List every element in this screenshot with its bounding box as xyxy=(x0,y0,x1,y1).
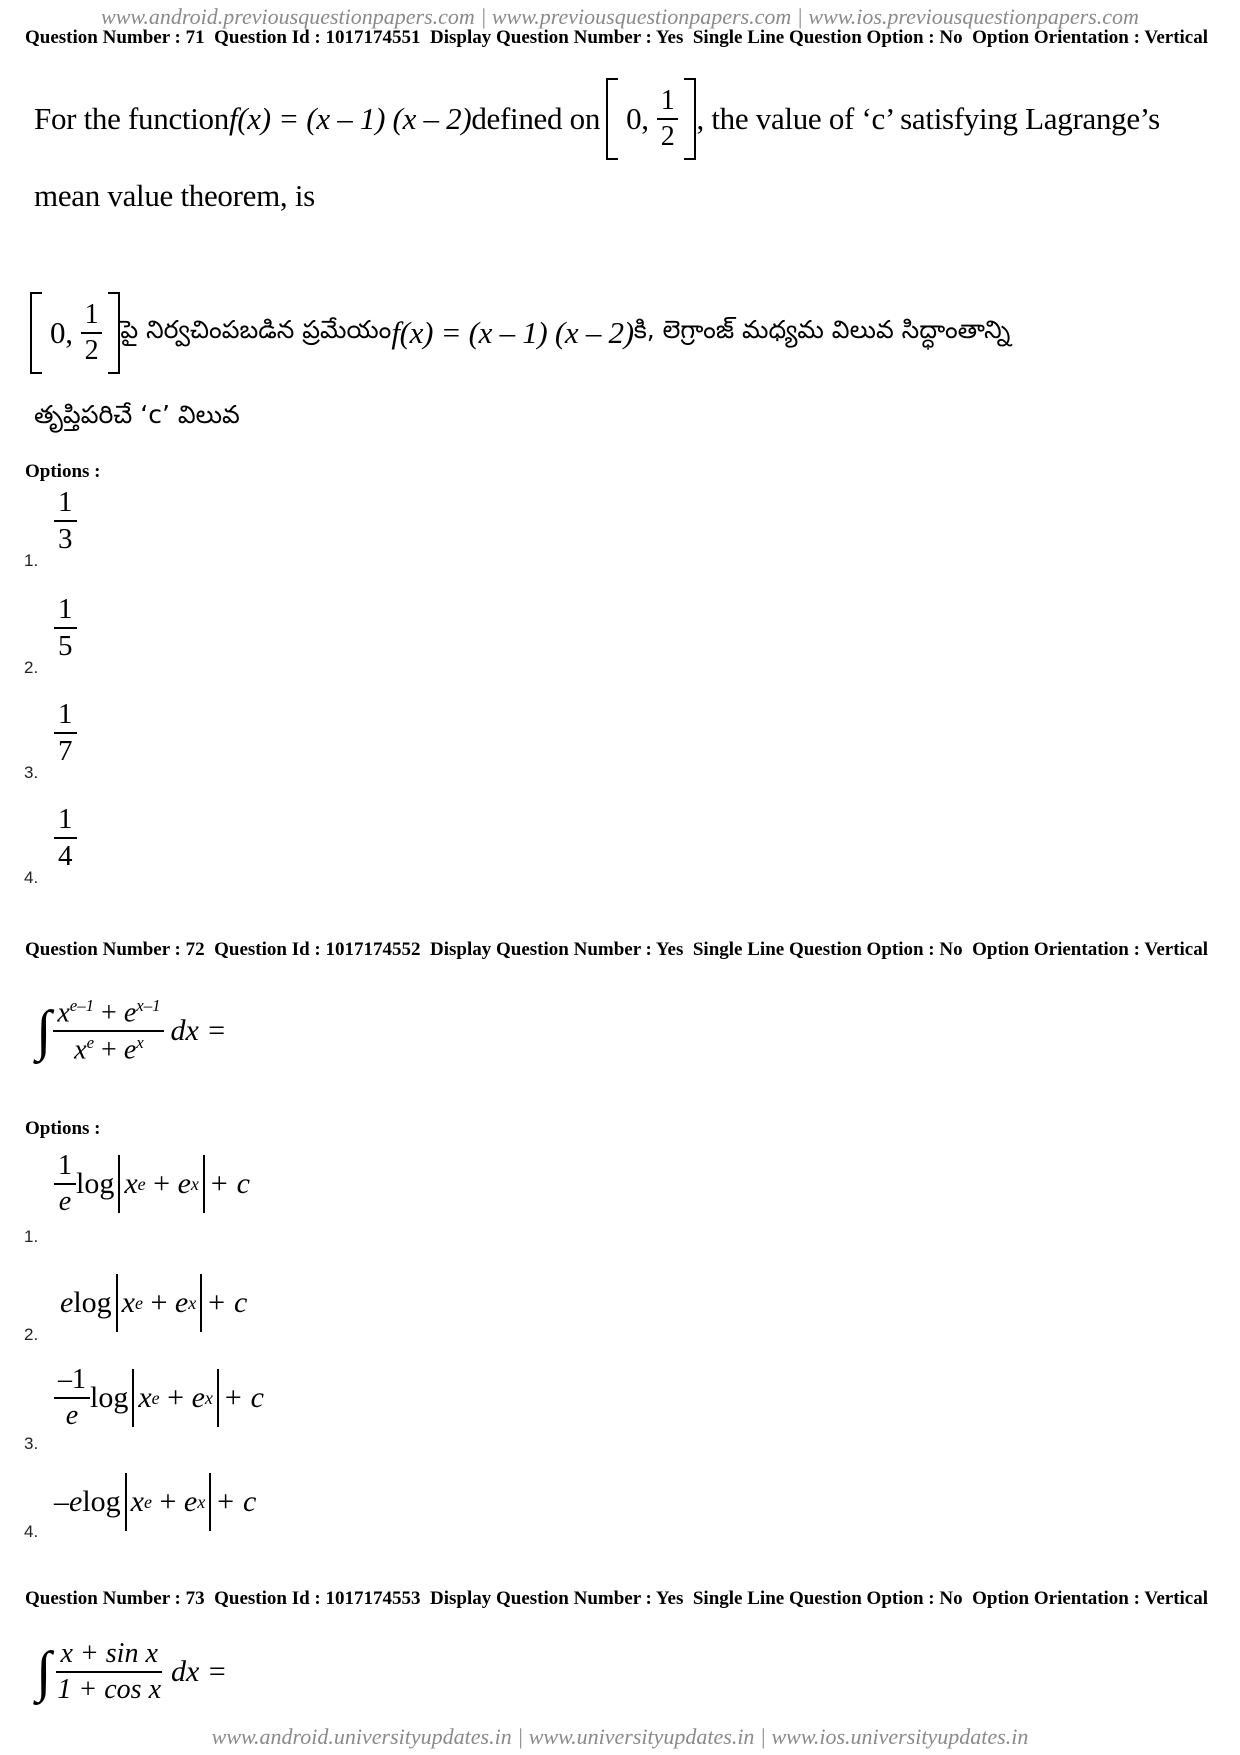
q71-options-label: Options : xyxy=(25,461,101,482)
q72-dx: dx = xyxy=(170,1014,227,1048)
question-71-telugu-line2: తృప్తిపరిచే ‘c’ విలువ xyxy=(34,400,240,429)
q71-option-2-number: 2. xyxy=(24,658,39,677)
q71-interval-num: 1 xyxy=(657,87,679,120)
q71-option-3-number: 3. xyxy=(24,763,39,782)
q71-option-3[interactable]: $\frac{1}{7}$ xyxy=(54,700,77,766)
q72-option-2[interactable]: e log x e + e x + c xyxy=(60,1274,247,1332)
q72-option-3[interactable]: $\frac{-1}{e}$ log x e + e x + c xyxy=(54,1366,264,1430)
q71-te-function: f(x) = (x – 1) (x – 2) xyxy=(391,315,634,350)
q71-te-interval-den: 2 xyxy=(84,335,99,366)
question-71-telugu-line1 xyxy=(30,292,1010,374)
q73-fraction: $\frac{\text{x + sin x}}{\text{1 + cos x}}$ xyxy=(57,1638,161,1705)
question-72-expression xyxy=(36,998,227,1065)
q71-te-interval xyxy=(30,292,120,374)
q71-text-post: , the value of ‘c’ satisfying Lagrange’s xyxy=(696,101,1160,136)
q72-option-4[interactable]: –e log x e + e x + c xyxy=(54,1473,256,1531)
watermark-bottom: www.android.universityupdates.in | www.universityupdates.in | www.ios.universityupdates.in xyxy=(211,1724,1029,1749)
q71-text-mid: defined on xyxy=(471,101,601,136)
q72-option-3-number: 3. xyxy=(24,1434,39,1453)
question-73-expression xyxy=(36,1640,227,1704)
q71-interval-den: 2 xyxy=(660,121,675,152)
q72-option-1[interactable]: $\frac{1}{e}$ log x e + e x + c xyxy=(54,1152,250,1216)
q72-option-2-number: 2. xyxy=(24,1325,39,1344)
q71-option-1[interactable]: $\frac{1}{3}$ xyxy=(54,488,77,554)
question-72-header: Question Number : 72 Question Id : 1017174552 Display Question Number : Yes Single Line Question Option : No Option Orientation : Vertical xyxy=(25,939,1209,960)
q71-interval xyxy=(606,78,696,160)
q71-te-text1: పై నిర్వచింపబడిన ప్రమేయం xyxy=(120,315,392,344)
q71-te-interval-lower: 0, xyxy=(50,315,73,350)
q71-option-1-number: 1. xyxy=(24,551,39,570)
question-71-english-line2: mean value theorem, is xyxy=(34,178,315,213)
q71-option-4[interactable]: $\frac{1}{4}$ xyxy=(54,805,77,871)
q72-option-4-number: 4. xyxy=(24,1522,39,1541)
question-73-header: Question Number : 73 Question Id : 1017174553 Display Question Number : Yes Single Line Question Option : No Option Orientation : Vertical xyxy=(25,1588,1209,1609)
q72-option-1-number: 1. xyxy=(24,1227,39,1246)
q72-options-label: Options : xyxy=(25,1118,101,1139)
q71-function: f(x) = (x – 1) (x – 2) xyxy=(228,101,472,136)
watermark-top: www.android.previousquestionpapers.com | www.previousquestionpapers.com | www.ios.previousquestionpapers.com xyxy=(101,4,1139,29)
q71-interval-lower: 0, xyxy=(626,101,649,136)
q71-te-text2: కి, లెగ్రాంజ్ మధ్యమ విలువ సిద్ధాంతాన్ని xyxy=(633,315,1011,344)
q71-option-2[interactable]: $\frac{1}{5}$ xyxy=(54,595,77,661)
q72-fraction: $\frac{x^{e-1} + e^{x-1}}{x^e + e^x}$ xyxy=(53,998,164,1065)
q71-option-4-number: 4. xyxy=(24,868,39,887)
q71-text-pre: For the function xyxy=(34,101,229,136)
integral-sign: ∫ xyxy=(36,1000,52,1063)
question-71-english-line1 xyxy=(34,78,1160,160)
integral-sign-73: ∫ xyxy=(36,1641,52,1703)
q73-dx: dx = xyxy=(171,1655,228,1688)
question-71-header: Question Number : 71 Question Id : 1017174551 Display Question Number : Yes Single Line Question Option : No Option Orientation : Vertical xyxy=(25,27,1209,48)
q71-te-interval-num: 1 xyxy=(81,301,103,334)
